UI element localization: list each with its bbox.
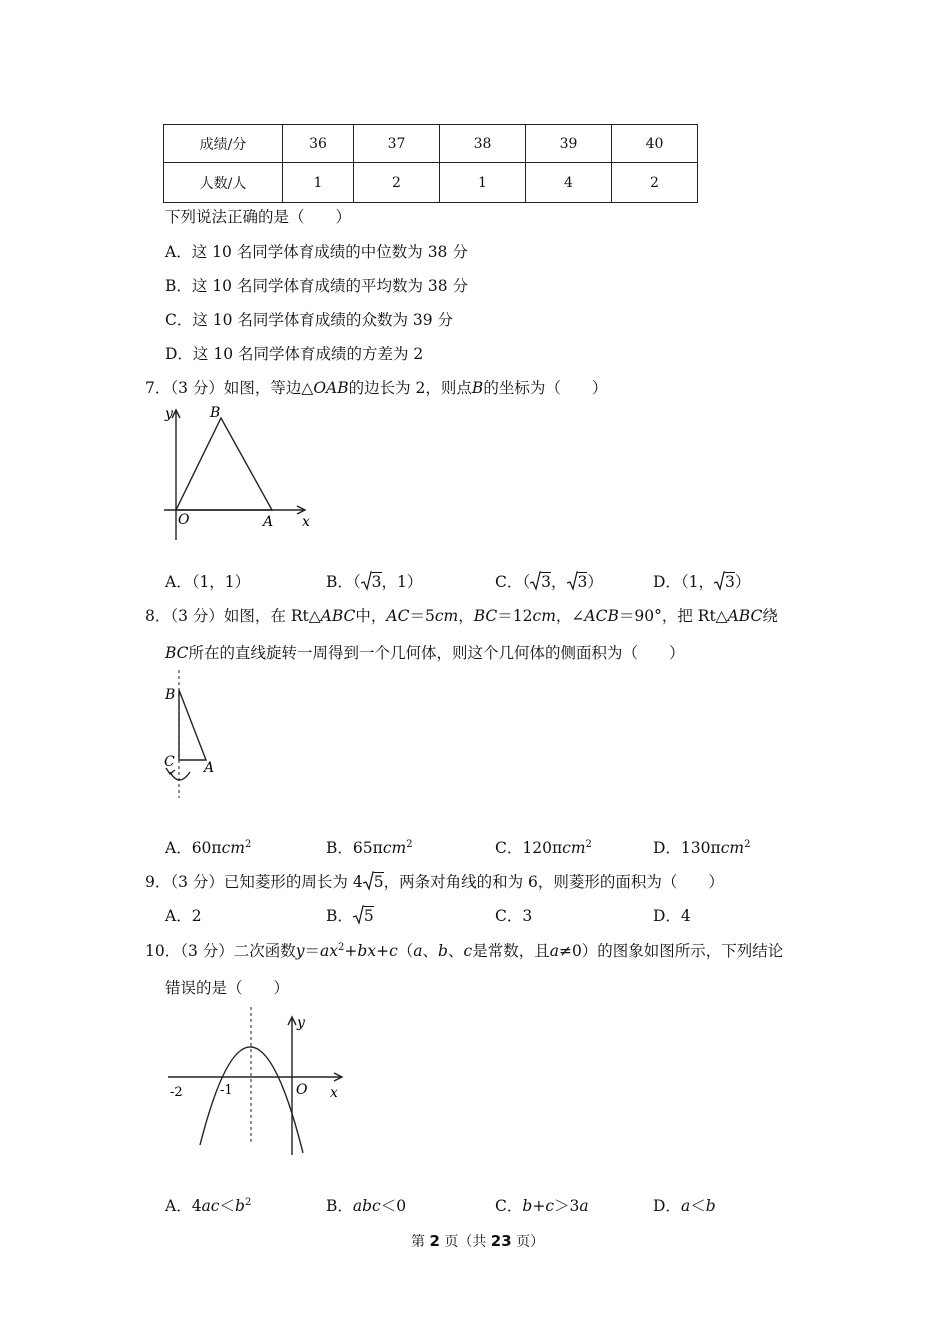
footer-text: 页（共 [439,1234,491,1250]
q8-cm: cm [434,607,459,625]
table-cell: 1 [440,163,526,203]
q10-text: ≠0）的图象如图所示，下列结论 [558,942,784,960]
q10-option-text: B． [326,1197,353,1215]
q7-stem [145,376,607,398]
q7-option-c-mid: ， [551,573,567,591]
q10-option-var: b [705,1197,716,1215]
q8-text: ＝90°，把 Rt△ [618,607,728,625]
q10-text: 、 [447,942,464,960]
q7-option-d-post: ） [734,573,751,591]
q10-stem-line2: 错误的是（ ） [165,979,290,997]
sqrt-icon [530,571,541,591]
sqrt-radicand: 3 [541,573,551,591]
sqrt-icon [567,571,578,591]
footer-page-number: 2 [429,1232,440,1250]
q7-option-d-pre: D．（1， [653,573,715,591]
rotation-arrow [170,772,190,780]
q8-option-c [495,836,592,858]
sqrt-radicand: 3 [371,573,382,591]
sqrt-radical [361,571,382,591]
q9-option-b-pre: B． [326,907,353,925]
q6-option-c: C．这 10 名同学体育成绩的众数为 39 分 [165,311,454,329]
q8-text: ，∠ [555,607,585,625]
q9-stem-pre: 9．（3 分）已知菱形的周长为 4 [145,873,363,891]
q10-text: 是常数，且 [472,942,550,960]
q10-var: a [549,942,559,960]
q8-option-a [165,836,251,858]
q10-var: c [463,942,473,960]
q10-option-c [495,1194,589,1216]
q8-option-text: A．60π [165,839,222,857]
fig8-label-c: C [164,754,175,770]
fig7-label-a: A [263,514,274,530]
page-footer [411,1231,544,1251]
fig7-label-x: x [302,514,310,530]
sqrt-radical [530,571,551,591]
q8-acb: ACB [584,607,619,625]
q7-triangle-figure [160,400,320,545]
q8-text: 中， [355,607,387,625]
q8-option-text: C．120π [495,839,563,857]
table-cell: 人数/人 [164,163,283,203]
q8-text: 所在的直线旋转一周得到一个几何体，则这个几何体的侧面积为（ ） [188,644,685,662]
fig10-label-x: x [330,1085,338,1101]
footer-text: 第 [411,1234,430,1250]
table-cell: 36 [283,125,354,163]
sqrt-icon [714,571,725,591]
q10-sup: 2 [338,941,345,953]
fig10-label-m1: -1 [220,1083,233,1098]
table-row [164,125,698,163]
table-cell: 38 [440,125,526,163]
q7-option-d [653,570,750,592]
q8-option-b [326,836,413,858]
q9-option-a: A．2 [165,907,202,925]
sqrt-radical [353,905,374,925]
table-cell: 4 [526,163,612,203]
sqrt-icon [363,871,374,891]
q8-option-text: D．130π [653,839,721,857]
table-cell: 39 [526,125,612,163]
q7-option-b-pre: B．（ [326,573,361,591]
q10-text: 10．（3 分）二次函数 [145,942,296,960]
q8-option-unit: cm [562,839,586,857]
score-table [163,124,698,203]
q8-text: ＝12 [497,607,533,625]
q10-var: y [295,942,305,960]
q10-option-var: a [680,1197,691,1215]
q8-text: 绕 [762,607,778,625]
q10-option-text: ＜ [690,1197,706,1215]
table-row [164,163,698,203]
sqrt-radicand: 5 [363,907,374,925]
sqrt-icon [353,905,364,925]
sqrt-icon [361,571,372,591]
fig8-label-b: B [165,687,176,703]
q10-option-text: + [532,1197,546,1215]
q7-option-b-post: ，1） [381,573,423,591]
q8-option-text: B．65π [326,839,383,857]
q10-option-var: c [545,1197,554,1215]
fig10-label-y: y [297,1015,305,1031]
q10-option-d [653,1194,716,1216]
q9-stem-post: ，两条对角线的和为 6，则菱形的面积为（ ） [383,873,724,891]
sqrt-radical [567,571,588,591]
q6-option-a: A．这 10 名同学体育成绩的中位数为 38 分 [165,243,468,261]
fig7-label-o: O [178,512,190,528]
sqrt-radical [363,871,384,891]
fig7-label-y: y [165,406,173,422]
q10-var: c [389,942,398,960]
q10-option-var: ac [201,1197,220,1215]
q10-option-text: ＞3 [554,1197,580,1215]
table-cell: 40 [612,125,698,163]
q10-var: bx [357,942,377,960]
q10-text: 、 [422,942,439,960]
fig10-label-o: O [296,1082,308,1098]
q10-option-var: b [522,1197,533,1215]
q7-option-b [326,570,422,592]
triangle-oab [176,418,272,510]
q8-stem-line2 [165,641,685,663]
sqrt-radicand: 3 [725,573,735,591]
q7-option-c-post: ） [587,573,603,591]
q8-option-sup: 2 [245,838,252,850]
q7-stem-post: 的坐标为（ ） [483,379,608,397]
q6-option-b: B．这 10 名同学体育成绩的平均数为 38 分 [165,277,469,295]
q8-abc: ABC [320,607,356,625]
footer-text: 页） [511,1234,545,1250]
q10-option-var: b [235,1197,245,1215]
sqrt-radical [714,571,735,591]
q7-stem-b: B [471,379,484,397]
q7-stem-mid: 的边长为 2，则点 [348,379,472,397]
q10-text: + [376,942,390,960]
triangle-abc [179,690,206,760]
q10-text: （ [397,942,414,960]
q8-option-unit: cm [382,839,407,857]
q8-stem-line1 [145,604,778,626]
q10-option-b [326,1194,406,1216]
q8-option-unit: cm [720,839,745,857]
q10-option-a [165,1194,251,1216]
footer-total-pages: 23 [490,1232,512,1250]
q7-stem-oab: OAB [313,379,349,397]
q8-option-sup: 2 [406,838,413,850]
table-cell: 37 [354,125,440,163]
q10-parabola-figure [160,1005,360,1165]
q8-bc: BC [473,607,498,625]
q10-option-sup: 2 [244,1196,252,1208]
q8-text: 8．（3 分）如图，在 Rt△ [145,607,321,625]
q9-option-c: C．3 [495,907,533,925]
q8-abc: ABC [727,607,763,625]
table-cell: 2 [612,163,698,203]
q8-bc: BC [165,644,189,662]
q9-stem [145,870,724,892]
q7-option-c [495,570,603,592]
q8-option-unit: cm [221,839,245,857]
q9-option-b [326,904,374,926]
q10-option-text: A．4 [165,1197,202,1215]
q6-option-d: D．这 10 名同学体育成绩的方差为 2 [165,345,424,363]
table-cell: 2 [354,163,440,203]
sqrt-radicand: 5 [373,873,384,891]
q10-var: a [413,942,423,960]
q8-option-d [653,836,750,858]
table-cell: 成绩/分 [164,125,283,163]
fig8-label-a: A [204,760,215,776]
q8-option-sup: 2 [585,838,592,850]
q10-option-text: ＜0 [380,1197,407,1215]
q10-option-var: a [579,1197,589,1215]
fig7-label-b: B [210,405,221,421]
q10-stem-line1 [145,939,783,961]
q10-text: + [344,942,358,960]
q10-option-var: abc [352,1197,381,1215]
q8-ac: AC [386,607,410,625]
q7-option-a: A．（1，1） [165,573,251,591]
q10-option-text: ＜ [219,1197,235,1215]
fig10-label-m2: -2 [170,1085,183,1100]
q8-text: ＝5 [409,607,435,625]
q8-text: ， [458,607,474,625]
q8-cm: cm [532,607,556,625]
q10-var: b [438,942,448,960]
q10-var: ax [320,942,339,960]
q7-stem-pre: 7．（3 分）如图，等边△ [145,379,314,397]
q8-option-sup: 2 [744,838,751,850]
table-cell: 1 [283,163,354,203]
q8-triangle-figure [160,668,230,803]
q7-option-c-pre: C．（ [495,573,531,591]
sqrt-radicand: 3 [577,573,588,591]
q10-option-text: D． [653,1197,681,1215]
q10-text: ＝ [304,942,321,960]
q6-stem: 下列说法正确的是（ ） [165,208,352,226]
q10-option-text: C． [495,1197,523,1215]
q9-option-d: D．4 [653,907,691,925]
